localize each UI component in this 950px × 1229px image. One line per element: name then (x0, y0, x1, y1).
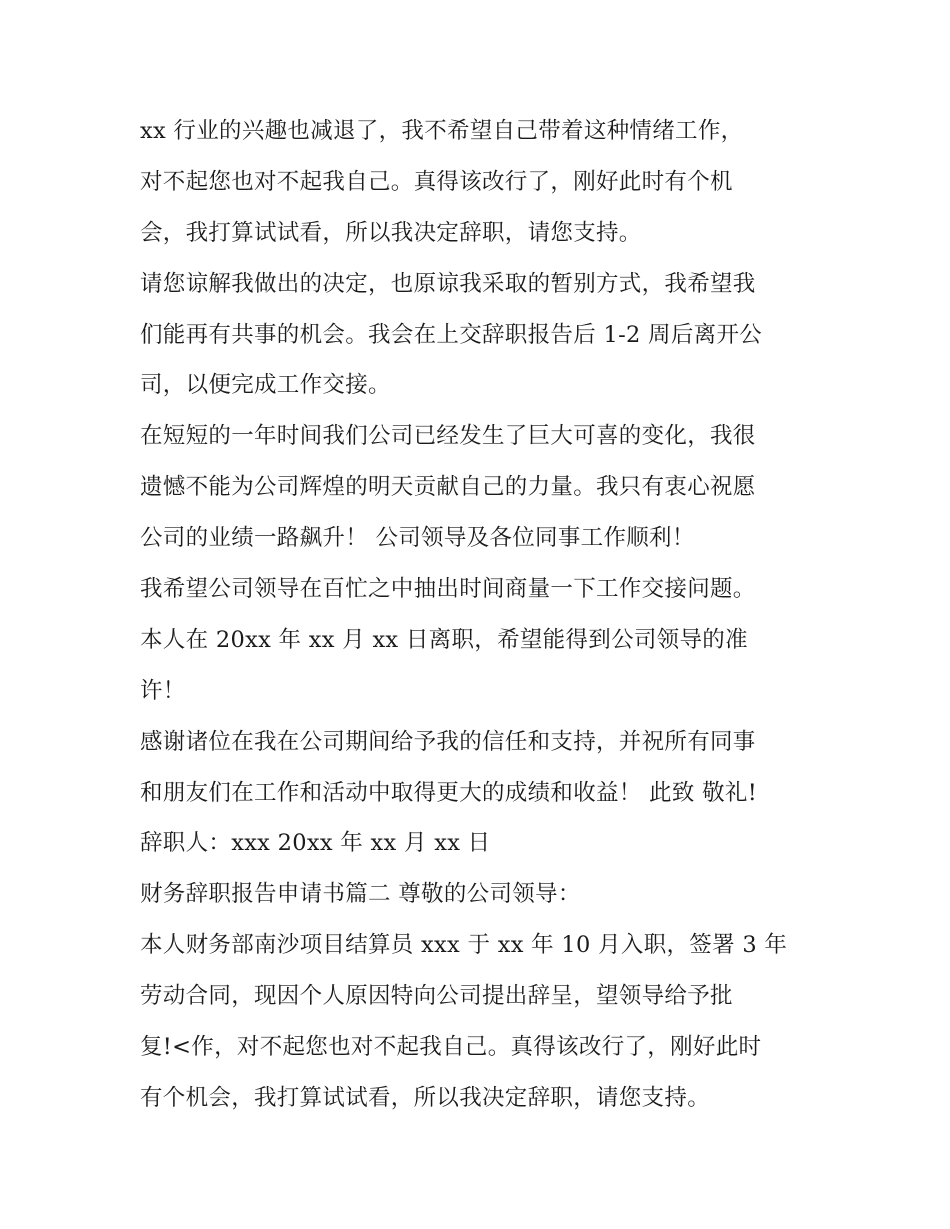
text-line: 公司的业绩一路飙升！ 公司领导及各位同事工作顺利！ (140, 525, 695, 552)
text-line: 在短短的一年时间我们公司已经发生了巨大可喜的变化，我很 (140, 423, 756, 450)
text-line: 许！ (140, 677, 186, 704)
text-line: 辞职人：xxx 20xx 年 xx 月 xx 日 (140, 830, 491, 857)
text-line: 财务辞职报告申请书篇二 尊敬的公司领导： (140, 881, 581, 908)
text-line: 会，我打算试试看，所以我决定辞职，请您支持。 (140, 219, 642, 246)
text-line: 和朋友们在工作和活动中取得更大的成绩和收益！ 此致 敬礼! (140, 779, 758, 806)
text-line: 们能再有共事的机会。我会在上交辞职报告后 1-2 周后离开公 (140, 321, 763, 348)
text-line: 劳动合同，现因个人原因特向公司提出辞呈，望领导给予批 (140, 983, 733, 1010)
text-line: 请您谅解我做出的决定，也原谅我采取的暂别方式，我希望我 (140, 270, 756, 297)
text-line: 本人财务部南沙项目结算员 xxx 于 xx 年 10 月入职，签署 3 年 (140, 932, 788, 959)
text-line: 对不起您也对不起我自己。真得该改行了，刚好此时有个机 (140, 168, 733, 195)
text-line: 复!<作，对不起您也对不起我自己。真得该改行了，刚好此时 (140, 1034, 762, 1061)
text-line: 遗憾不能为公司辉煌的明天贡献自己的力量。我只有衷心祝愿 (140, 474, 756, 501)
text-line: 本人在 20xx 年 xx 月 xx 日离职，希望能得到公司领导的准 (140, 626, 748, 653)
text-line: 感谢诸位在我在公司期间给予我的信任和支持，并祝所有同事 (140, 728, 756, 755)
text-line: 司，以便完成工作交接。 (140, 372, 391, 399)
text-line: 有个机会，我打算试试看，所以我决定辞职，请您支持。 (140, 1084, 711, 1111)
document-body (140, 106, 820, 1124)
text-line: xx 行业的兴趣也减退了，我不希望自己带着这种情绪工作， (140, 118, 744, 144)
text-line: 我希望公司领导在百忙之中抽出时间商量一下工作交接问题。 (140, 576, 756, 603)
